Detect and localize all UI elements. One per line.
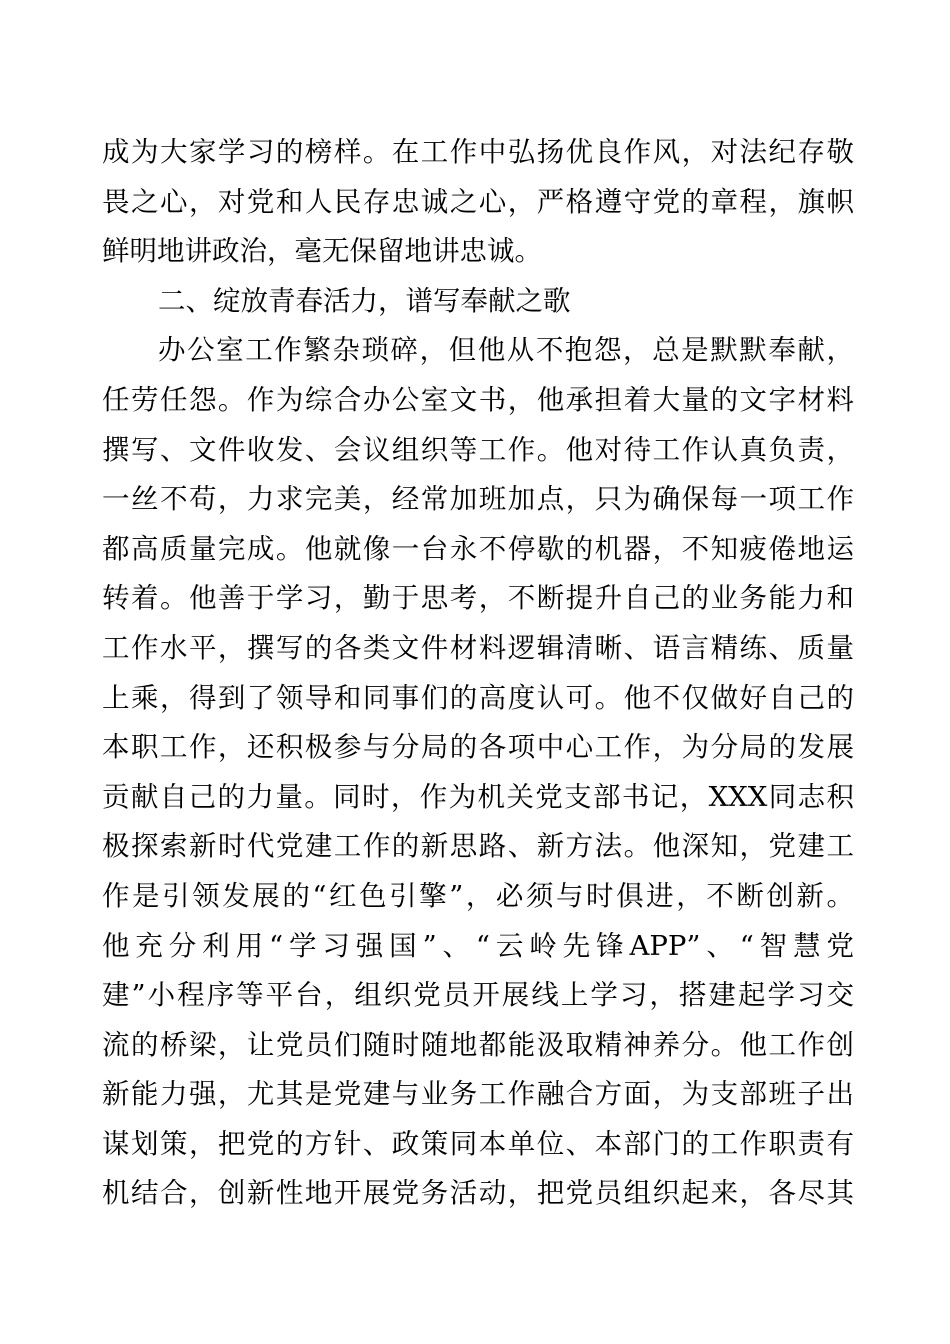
paragraph-line: 新能力强，尤其是党建与业务工作融合方面，为支部班子出 <box>102 1078 854 1111</box>
paragraph-line: 撰写、文件收发、会议组织等工作。他对待工作认真负责， <box>102 433 854 466</box>
paragraph-line: 他充分利用“学习强国”、“云岭先锋APP”、“智慧党 <box>102 929 854 962</box>
paragraph-line: 建”小程序等平台，组织党员开展线上学习，搭建起学习交 <box>102 979 854 1012</box>
paragraph-line: 办公室工作繁杂琐碎，但他从不抱怨，总是默默奉献， <box>158 334 854 367</box>
section-heading: 二、绽放青春活力，谱写奉献之歌 <box>158 284 571 317</box>
paragraph-line: 谋划策，把党的方针、政策同本单位、本部门的工作职责有 <box>102 1127 854 1160</box>
paragraph-line: 畏之心，对党和人民存忠诚之心，严格遵守党的章程，旗帜 <box>102 185 854 218</box>
paragraph-line: 鲜明地讲政治，毫无保留地讲忠诚。 <box>102 235 542 268</box>
paragraph-line: 作是引领发展的“红色引擎”，必须与时俱进，不断创新。 <box>102 879 854 912</box>
paragraph-line: 转着。他善于学习，勤于思考，不断提升自己的业务能力和 <box>102 582 854 615</box>
paragraph-line: 一丝不苟，力求完美，经常加班加点，只为确保每一项工作 <box>102 483 854 516</box>
paragraph-line: 贡献自己的力量。同时，作为机关党支部书记，XXX同志积 <box>102 780 854 813</box>
paragraph-line: 成为大家学习的榜样。在工作中弘扬优良作风，对法纪存敬 <box>102 136 854 168</box>
paragraph-line: 上乘，得到了领导和同事们的高度认可。他不仅做好自己的 <box>102 681 854 714</box>
paragraph-line: 机结合，创新性地开展党务活动，把党员组织起来，各尽其 <box>102 1177 854 1210</box>
paragraph-line: 极探索新时代党建工作的新思路、新方法。他深知，党建工 <box>102 830 854 863</box>
paragraph-line: 本职工作，还积极参与分局的各项中心工作，为分局的发展 <box>102 731 854 764</box>
paragraph-line: 任劳任怨。作为综合办公室文书，他承担着大量的文字材料 <box>102 383 854 416</box>
document-body <box>102 128 854 1219</box>
paragraph-line: 都高质量完成。他就像一台永不停歇的机器，不知疲倦地运 <box>102 532 854 565</box>
paragraph-line: 工作水平，撰写的各类文件材料逻辑清晰、语言精练、质量 <box>102 631 854 664</box>
paragraph-line: 流的桥梁，让党员们随时随地都能汲取精神养分。他工作创 <box>102 1028 854 1061</box>
